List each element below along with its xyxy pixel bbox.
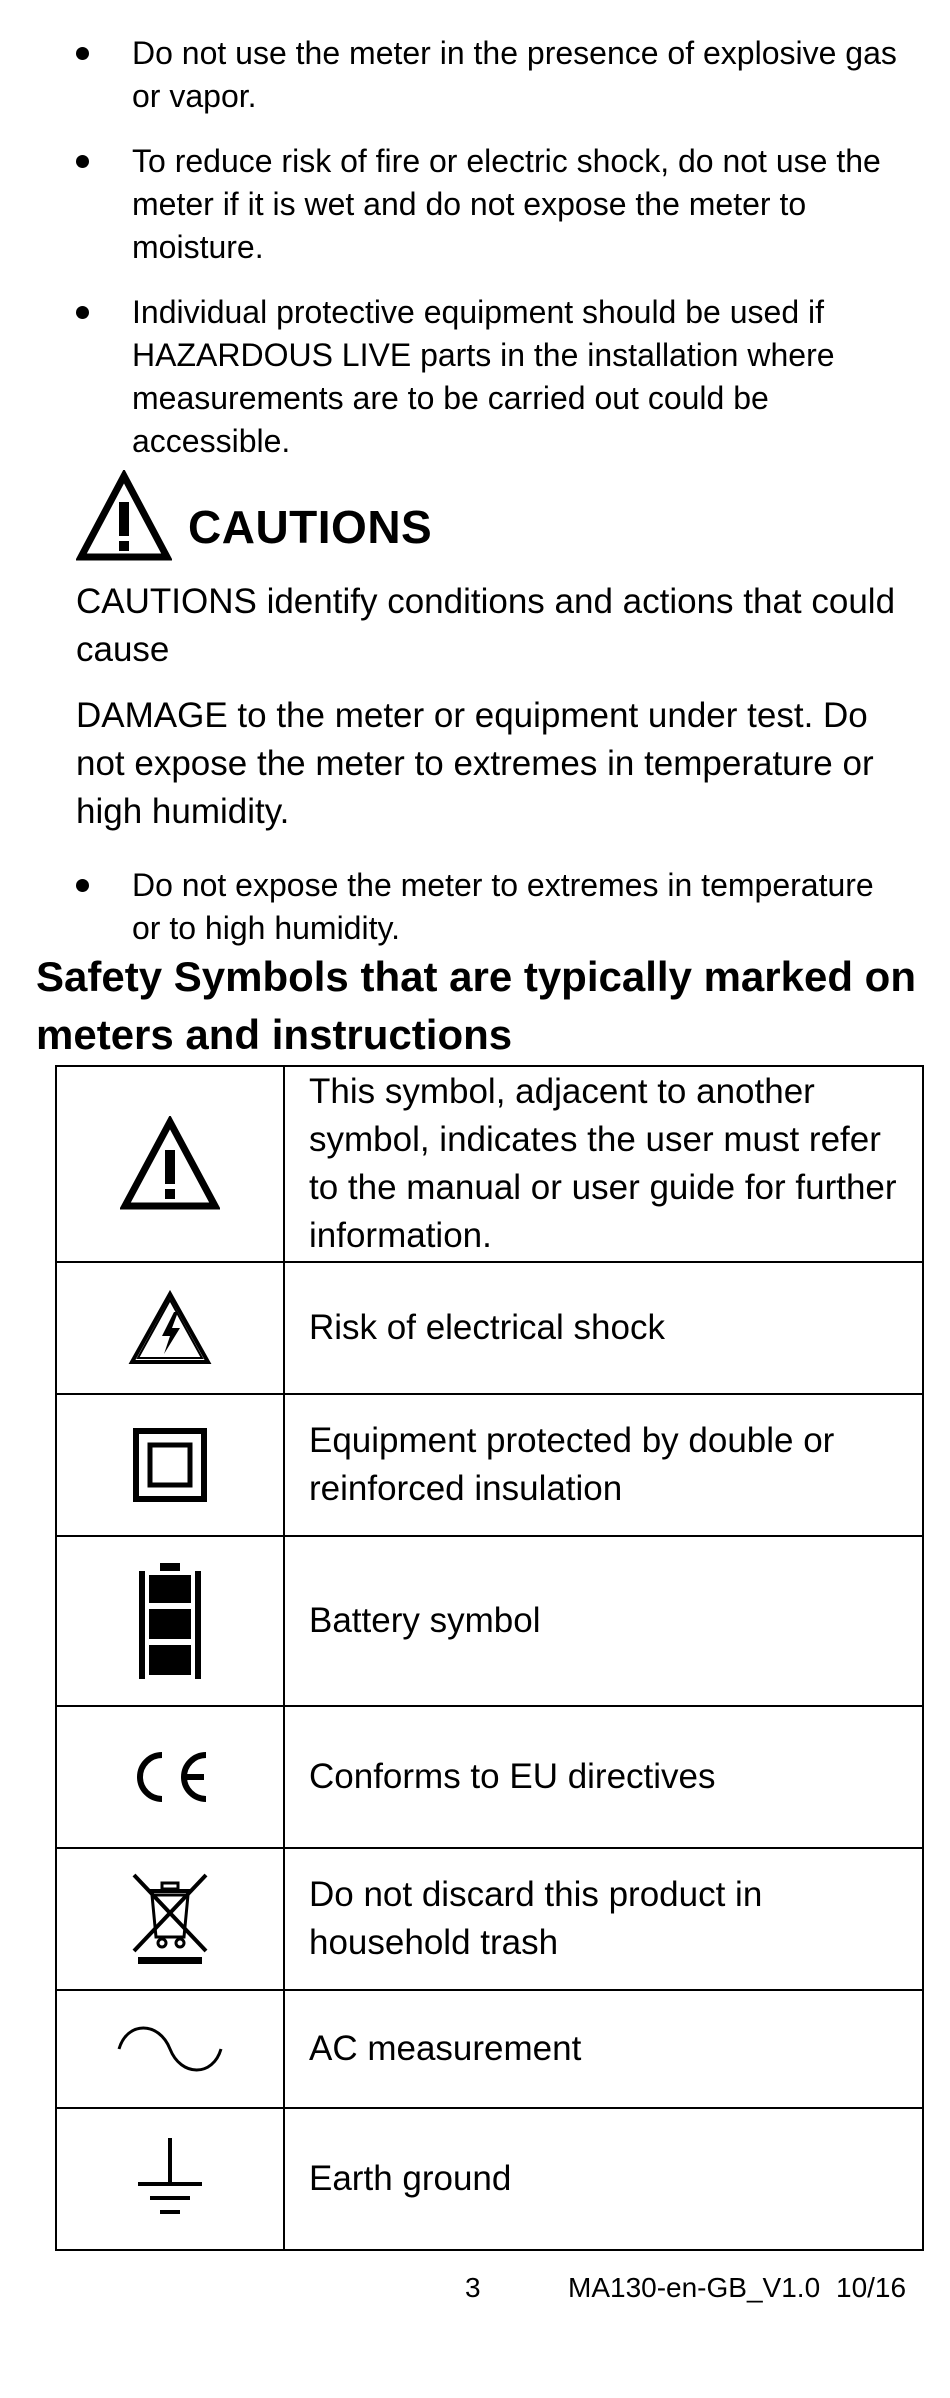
symbol-cell [56,1706,284,1848]
description-cell: Conforms to EU directives [284,1706,923,1848]
bullet-icon [76,879,89,892]
symbol-cell [56,2108,284,2250]
list-item-text: Do not use the meter in the presence of explosive gas or vapor. [132,35,897,114]
description-cell: Battery symbol [284,1536,923,1706]
description-cell: AC measurement [284,1990,923,2108]
list-item-text: Individual protective equipment should be used if HAZARDOUS LIVE parts in the installation where measurements are to be carried out could be accessible. [132,294,835,459]
safety-symbols-table [55,1065,924,2251]
section-title: Safety Symbols that are typically marked on meters and instructions [36,953,916,1058]
table-row [56,1706,923,1848]
description-cell: Risk of electrical shock [284,1262,923,1394]
warning-triangle-icon [120,1116,220,1212]
page-number: 3 [465,2272,481,2303]
description-cell: Earth ground [284,2108,923,2250]
symbol-cell [56,1394,284,1536]
list-item-text: Do not expose the meter to extremes in temperature or to high humidity. [132,867,874,946]
electric-shock-icon [128,1290,212,1366]
cautions-heading [76,470,676,570]
table-row [56,1848,923,1990]
document-date: 10/16 [836,2272,907,2303]
symbol-cell [56,1066,284,1262]
crossed-bin-icon [128,1871,212,1967]
bullet-icon [76,155,89,168]
list-item [76,864,906,950]
cautions-title: CAUTIONS [188,501,433,553]
description-cell: Do not discard this product in household trash [284,1848,923,1990]
symbol-cell [56,1536,284,1706]
battery-icon [135,1561,205,1681]
list-item [76,32,906,118]
double-insulation-icon [132,1427,208,1503]
list-item [76,140,906,269]
warnings-list [76,32,906,485]
symbol-cell [56,1262,284,1394]
symbol-cell [56,1848,284,1990]
document-id: MA130-en-GB_V1.0 [568,2272,821,2303]
description-cell: Equipment protected by double or reinforced insulation [284,1394,923,1536]
table-row [56,1066,923,1262]
ce-mark-icon [128,1747,212,1807]
table-row [56,1536,923,1706]
cautions-paragraph: CAUTIONS identify conditions and actions that could cause [76,582,896,669]
ac-sine-icon [115,2019,225,2079]
earth-ground-icon [130,2134,210,2224]
list-item [76,291,906,463]
cautions-paragraph: DAMAGE to the meter or equipment under test. Do not expose the meter to extremes in temperature or high humidity. [76,696,874,831]
bullet-icon [76,47,89,60]
warning-triangle-icon [76,470,172,562]
bullet-icon [76,306,89,319]
table-row [56,1262,923,1394]
description-cell: This symbol, adjacent to another symbol, indicates the user must refer to the manual or user guide for further information. [284,1066,923,1262]
symbol-cell [56,1990,284,2108]
table-row [56,1990,923,2108]
table-row [56,2108,923,2250]
table-row [56,1394,923,1536]
list-item-text: To reduce risk of fire or electric shock, do not use the meter if it is wet and do not expose the meter to moisture. [132,143,881,265]
